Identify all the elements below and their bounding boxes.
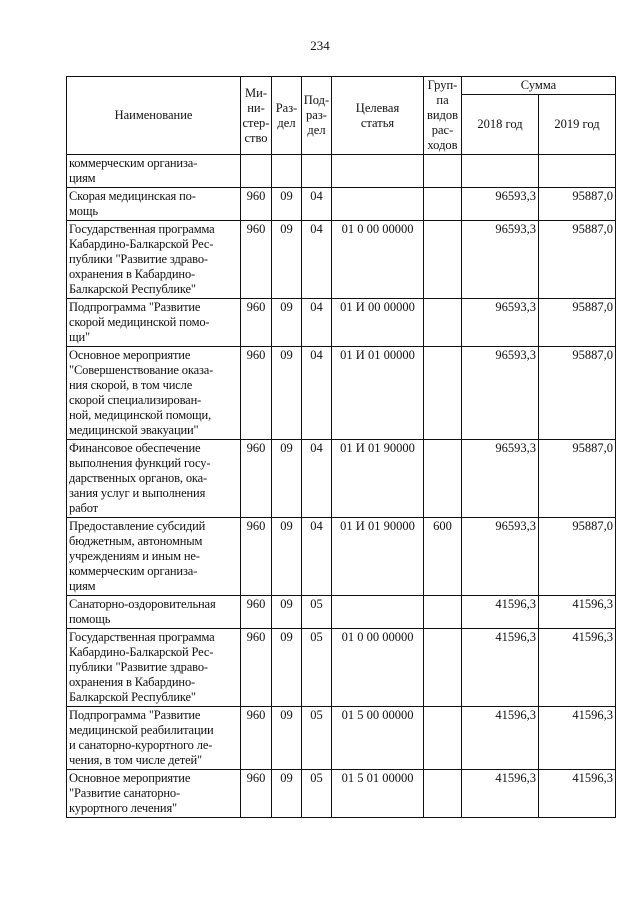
name-cell: Санаторно-оздоровительная помощь	[67, 596, 241, 629]
sum-2018-cell: 96593,3	[462, 440, 539, 518]
sum-2019-cell: 95887,0	[539, 299, 616, 347]
section-cell: 09	[272, 596, 302, 629]
sum-2018-cell	[462, 155, 539, 188]
header-subsection: Под- раз- дел	[302, 77, 332, 155]
section-cell: 09	[272, 707, 302, 770]
sum-2018-cell: 41596,3	[462, 707, 539, 770]
header-year-2019: 2019 год	[539, 95, 616, 155]
table-row	[67, 299, 616, 347]
expense-group-cell	[424, 629, 462, 707]
name-cell: Основное мероприятие "Совершенствование оказа- ния скорой, в том числе скорой специализирован- ной, медицинской помощи, медицинской эвакуации"	[67, 347, 241, 440]
subsection-cell	[302, 155, 332, 188]
subsection-cell: 05	[302, 707, 332, 770]
section-cell: 09	[272, 629, 302, 707]
sum-2019-cell: 95887,0	[539, 440, 616, 518]
sum-2018-cell: 96593,3	[462, 188, 539, 221]
expense-group-cell	[424, 299, 462, 347]
header-expense-group: Груп- па видов рас- ходов	[424, 77, 462, 155]
header-section: Раз- дел	[272, 77, 302, 155]
table-row	[67, 596, 616, 629]
target-article-cell: 01 0 00 00000	[332, 629, 424, 707]
target-article-cell: 01 5 00 00000	[332, 707, 424, 770]
section-cell: 09	[272, 188, 302, 221]
section-cell: 09	[272, 347, 302, 440]
header-sum: Сумма	[462, 77, 616, 95]
section-cell	[272, 155, 302, 188]
subsection-cell: 04	[302, 299, 332, 347]
subsection-cell: 04	[302, 347, 332, 440]
sum-2019-cell: 41596,3	[539, 629, 616, 707]
target-article-cell: 01 И 01 00000	[332, 347, 424, 440]
name-cell: Подпрограмма "Развитие медицинской реабилитации и санаторно-курортного ле- чения, в том числе детей"	[67, 707, 241, 770]
budget-table	[66, 76, 616, 818]
header-ministry: Ми- ни- стер- ство	[241, 77, 272, 155]
subsection-cell: 05	[302, 629, 332, 707]
ministry-cell: 960	[241, 596, 272, 629]
expense-group-cell	[424, 188, 462, 221]
ministry-cell: 960	[241, 299, 272, 347]
name-cell: Финансовое обеспечение выполнения функций госу- дарственных органов, ока- зания услуг и выполнения работ	[67, 440, 241, 518]
section-cell: 09	[272, 221, 302, 299]
subsection-cell: 04	[302, 440, 332, 518]
ministry-cell: 960	[241, 707, 272, 770]
sum-2018-cell: 96593,3	[462, 221, 539, 299]
table-body	[67, 155, 616, 818]
table-row	[67, 155, 616, 188]
name-cell: Предоставление субсидий бюджетным, автономным учреждениям и иным не- коммерческим организа- циям	[67, 518, 241, 596]
expense-group-cell	[424, 221, 462, 299]
subsection-cell: 04	[302, 221, 332, 299]
sum-2019-cell	[539, 155, 616, 188]
table-row	[67, 440, 616, 518]
header-year-2018: 2018 год	[462, 95, 539, 155]
ministry-cell: 960	[241, 770, 272, 818]
ministry-cell: 960	[241, 221, 272, 299]
target-article-cell: 01 5 01 00000	[332, 770, 424, 818]
expense-group-cell	[424, 770, 462, 818]
section-cell: 09	[272, 518, 302, 596]
table-header	[67, 77, 616, 155]
sum-2018-cell: 41596,3	[462, 770, 539, 818]
sum-2019-cell: 41596,3	[539, 770, 616, 818]
target-article-cell: 01 И 01 90000	[332, 518, 424, 596]
target-article-cell	[332, 596, 424, 629]
name-cell: Скорая медицинская по- мощь	[67, 188, 241, 221]
table-row	[67, 347, 616, 440]
target-article-cell: 01 И 01 90000	[332, 440, 424, 518]
section-cell: 09	[272, 770, 302, 818]
expense-group-cell	[424, 155, 462, 188]
section-cell: 09	[272, 299, 302, 347]
expense-group-cell: 600	[424, 518, 462, 596]
table-row	[67, 629, 616, 707]
subsection-cell: 04	[302, 188, 332, 221]
name-cell: Государственная программа Кабардино-Балкарской Рес- публики "Развитие здраво- охранения в Кабардино- Балкарской Республике"	[67, 221, 241, 299]
sum-2018-cell: 41596,3	[462, 629, 539, 707]
sum-2019-cell: 95887,0	[539, 518, 616, 596]
name-cell: коммерческим организа- циям	[67, 155, 241, 188]
sum-2019-cell: 41596,3	[539, 707, 616, 770]
ministry-cell	[241, 155, 272, 188]
ministry-cell: 960	[241, 347, 272, 440]
subsection-cell: 04	[302, 518, 332, 596]
table-row	[67, 188, 616, 221]
table-row	[67, 518, 616, 596]
subsection-cell: 05	[302, 596, 332, 629]
header-name: Наименование	[67, 77, 241, 155]
subsection-cell: 05	[302, 770, 332, 818]
header-target-article: Целевая статья	[332, 77, 424, 155]
target-article-cell	[332, 155, 424, 188]
ministry-cell: 960	[241, 188, 272, 221]
sum-2019-cell: 95887,0	[539, 347, 616, 440]
name-cell: Основное мероприятие "Развитие санаторно- курортного лечения"	[67, 770, 241, 818]
section-cell: 09	[272, 440, 302, 518]
expense-group-cell	[424, 596, 462, 629]
name-cell: Подпрограмма "Развитие скорой медицинской помо- щи"	[67, 299, 241, 347]
ministry-cell: 960	[241, 629, 272, 707]
expense-group-cell	[424, 707, 462, 770]
table-row	[67, 221, 616, 299]
sum-2019-cell: 95887,0	[539, 221, 616, 299]
sum-2019-cell: 41596,3	[539, 596, 616, 629]
ministry-cell: 960	[241, 518, 272, 596]
expense-group-cell	[424, 347, 462, 440]
sum-2019-cell: 95887,0	[539, 188, 616, 221]
sum-2018-cell: 96593,3	[462, 299, 539, 347]
sum-2018-cell: 96593,3	[462, 347, 539, 440]
target-article-cell: 01 0 00 00000	[332, 221, 424, 299]
table-row	[67, 770, 616, 818]
name-cell: Государственная программа Кабардино-Балкарской Рес- публики "Развитие здраво- охранения в Кабардино- Балкарской Республике"	[67, 629, 241, 707]
sum-2018-cell: 41596,3	[462, 596, 539, 629]
table-row	[67, 707, 616, 770]
target-article-cell: 01 И 00 00000	[332, 299, 424, 347]
target-article-cell	[332, 188, 424, 221]
page-number: 234	[310, 38, 330, 53]
expense-group-cell	[424, 440, 462, 518]
sum-2018-cell: 96593,3	[462, 518, 539, 596]
ministry-cell: 960	[241, 440, 272, 518]
